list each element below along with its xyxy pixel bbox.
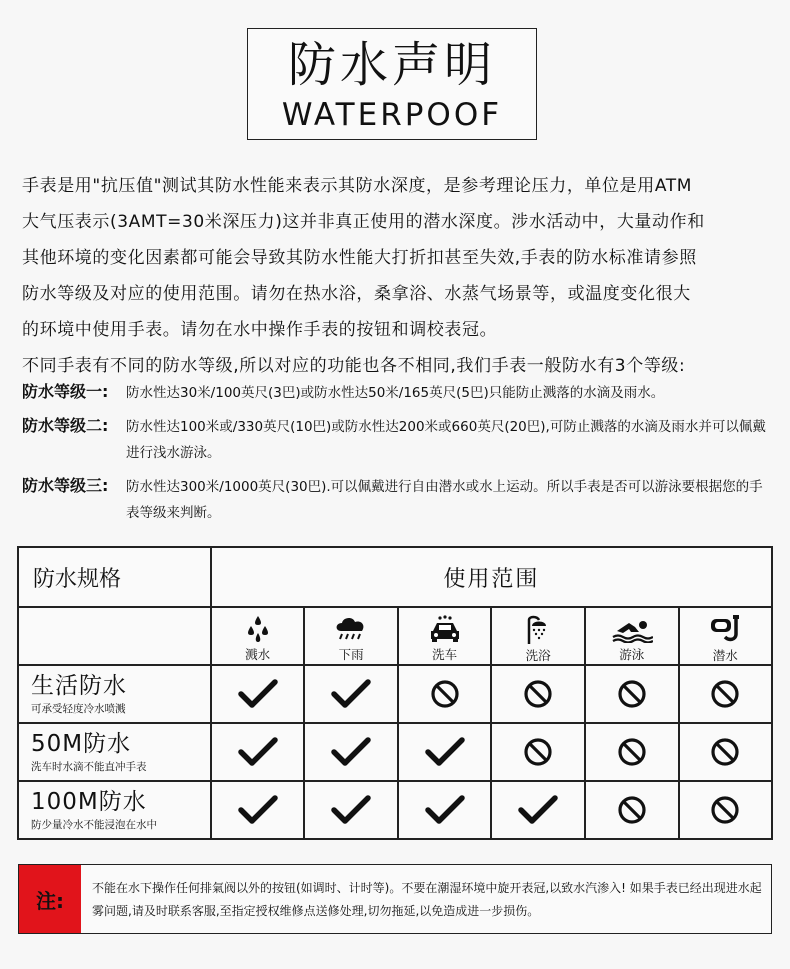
note-text: 不能在水下操作任何排氣阀以外的按钮(如调时、计时等)。不要在潮湿环境中旋开表冠,以致水汽渗入! 如果手表已经出现进水起雾问题,请及时联系客服,至指定授权维修点送修处理,切勿拖延,以免造成进一步损伤。 <box>92 881 762 918</box>
prohibited-icon <box>585 665 679 723</box>
page-title: 防水声明 <box>287 37 496 93</box>
snorkel-mask-icon <box>707 614 743 644</box>
prohibited-icon <box>679 781 772 839</box>
note-label: 注: <box>19 865 81 933</box>
prohibited-icon <box>398 665 492 723</box>
note-box <box>18 864 772 934</box>
activity-shower <box>491 607 585 665</box>
header-spec: 防水规格 <box>18 547 211 607</box>
table-row <box>18 723 772 781</box>
activity-label: 潜水 <box>712 648 738 663</box>
activity-dive <box>679 607 772 665</box>
activity-label: 溅水 <box>245 647 271 662</box>
shower-icon <box>523 614 553 644</box>
activity-splash <box>211 607 305 665</box>
row-label <box>18 665 211 723</box>
level-name: 防水等级三: <box>22 476 109 495</box>
page-subtitle: WATERPOOF <box>281 97 503 133</box>
activity-carwash <box>398 607 492 665</box>
row-subtitle: 可承受轻度冷水喷溅 <box>31 703 126 715</box>
empty-cell <box>18 607 211 665</box>
activity-swim <box>585 607 679 665</box>
row-subtitle: 防少量冷水不能浸泡在水中 <box>31 819 157 831</box>
check-icon <box>304 723 398 781</box>
level-text: 防水性达100米或/330英尺(10巴)或防水性达200米或660英尺(20巴),可防止溅落的水滴及雨水并可以佩戴进行浅水游泳。 <box>126 419 766 461</box>
row-title: 生活防水 <box>31 673 127 699</box>
prohibited-icon <box>491 723 585 781</box>
level-text: 防水性达30米/100英尺(3巴)或防水性达50米/165英尺(5巴)只能防止溅落的水滴及雨水。 <box>126 385 665 401</box>
car-wash-icon <box>428 615 462 643</box>
check-icon <box>211 665 305 723</box>
row-title: 100M防水 <box>31 789 147 815</box>
row-subtitle: 洗车时水滴不能直冲手表 <box>31 761 147 773</box>
swimmer-icon <box>611 615 653 643</box>
title-box <box>247 28 537 140</box>
level-three <box>22 473 772 526</box>
activity-label: 洗车 <box>432 647 458 662</box>
check-icon <box>398 723 492 781</box>
level-name: 防水等级二: <box>22 416 109 435</box>
water-drops-icon <box>243 615 273 643</box>
header-usage: 使用范围 <box>211 547 772 607</box>
row-title: 50M防水 <box>31 731 132 757</box>
check-icon <box>491 781 585 839</box>
level-name: 防水等级一: <box>22 382 109 401</box>
check-icon <box>211 781 305 839</box>
check-icon <box>398 781 492 839</box>
intro-paragraph <box>22 168 772 384</box>
check-icon <box>211 723 305 781</box>
intro-line: 手表是用"抗压值"测试其防水性能来表示其防水深度，是参考理论压力，单位是用ATM <box>22 176 692 196</box>
check-icon <box>304 665 398 723</box>
prohibited-icon <box>679 723 772 781</box>
prohibited-icon <box>491 665 585 723</box>
row-label <box>18 781 211 839</box>
activity-label: 洗浴 <box>525 648 551 663</box>
level-text: 防水性达300米/1000英尺(30巴).可以佩戴进行自由潜水或水上运动。所以手表是否可以游泳要根据您的手表等级来判断。 <box>126 479 763 521</box>
prohibited-icon <box>585 723 679 781</box>
rain-cloud-icon <box>333 615 369 643</box>
table-row <box>18 665 772 723</box>
check-icon <box>304 781 398 839</box>
activity-rain <box>304 607 398 665</box>
intro-line: 大气压表示(3AMT=30米深压力)这并非真正使用的潜水深度。涉水活动中，大量动作和 <box>22 212 705 232</box>
activity-label: 下雨 <box>338 647 364 662</box>
waterproof-table <box>17 546 773 840</box>
level-two <box>22 413 772 466</box>
intro-line: 防水等级及对应的使用范围。请勿在热水浴，桑拿浴、水蒸气场景等，或温度变化很大 <box>22 284 691 304</box>
intro-line: 其他环境的变化因素都可能会导致其防水性能大打折扣甚至失效,手表的防水标准请参照 <box>22 248 697 268</box>
prohibited-icon <box>679 665 772 723</box>
table-row <box>18 781 772 839</box>
level-one <box>22 379 772 406</box>
prohibited-icon <box>585 781 679 839</box>
activity-label: 游泳 <box>619 647 645 662</box>
row-label <box>18 723 211 781</box>
intro-line: 的环境中使用手表。请勿在水中操作手表的按钮和调校表冠。 <box>22 320 498 340</box>
intro-line: 不同手表有不同的防水等级,所以对应的功能也各不相同,我们手表一般防水有3个等级: <box>22 356 686 376</box>
